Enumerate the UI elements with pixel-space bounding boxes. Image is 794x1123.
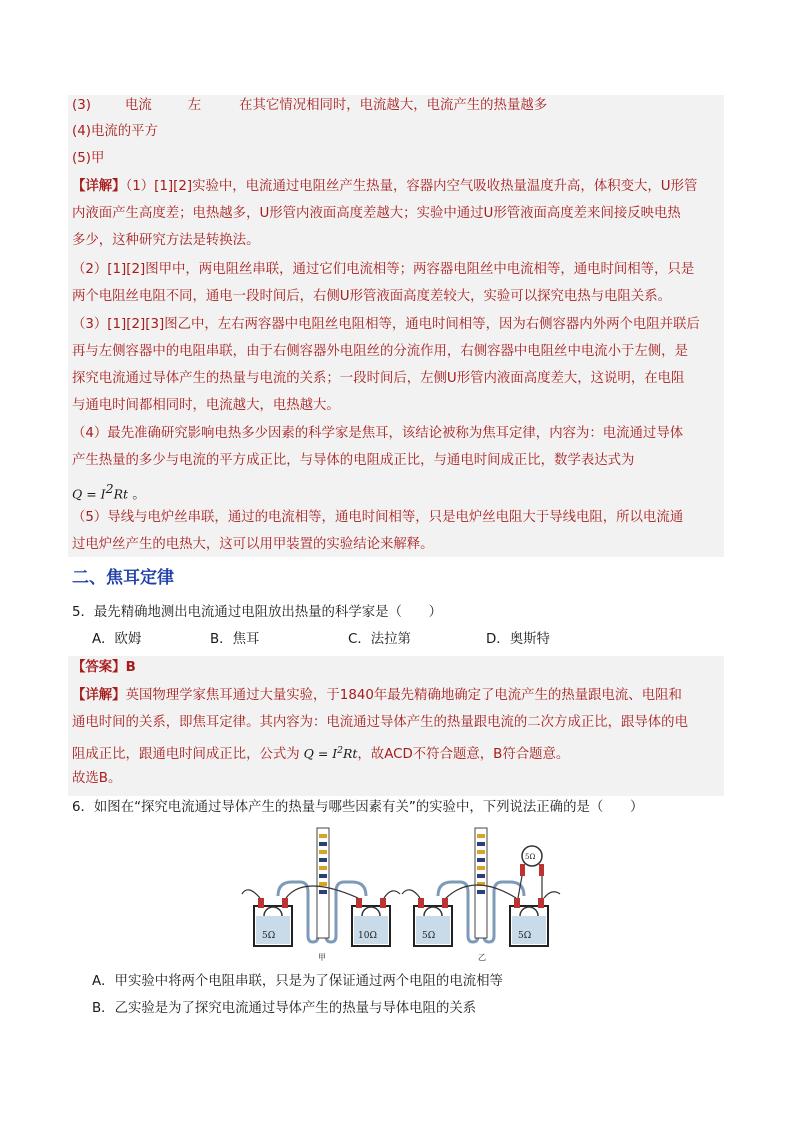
q5-detail-line: 通电时间的关系，即焦耳定律。其内容为：电流通过导体产生的热量跟电流的二次方成正比，跟导体的电 (72, 715, 688, 730)
explanation-line: 再与左侧容器中的电阻串联，由于右侧容器外电阻丝的分流作用，右侧容器中电阻丝中电流小于左侧，是 (72, 344, 688, 359)
left-r2-label: 10Ω (358, 931, 377, 941)
q5-stem: 5．最先精确地测出电流通过电阻放出热量的科学家是（ ） (72, 605, 443, 620)
explanation-line: 【详解】（1）[1][2]实验中，电流通过电阻丝产生热量，容器内空气吸收热量温度升高，体积变大，U形管 (72, 179, 698, 194)
answer-line-3: (3) 电流 左 在其它情况相同时，电流越大，电流产生的热量越多 (72, 98, 548, 113)
q5-option-b: B．焦耳 (210, 632, 260, 647)
explanation-line: 探究电流通过导体产生的热量与电流的关系；一段时间后，左侧U形管内液面高度差大，这说明，在电阻 (72, 371, 685, 386)
q5-detail-line: 【详解】英国物理学家焦耳通过大量实验，于1840年最先精确地确定了电流产生的热量跟电流、电阻和 (72, 688, 682, 703)
q5-conclusion: 故选B。 (72, 771, 122, 786)
explanation-line: （5）导线与电炉丝串联，通过的电流相等，通电时间相等，只是电炉丝电阻大于导线电阻，所以电流通 (72, 510, 684, 525)
q5-answer: 【答案】B (72, 660, 136, 675)
explanation-line: 与通电时间都相同时，电流越大，电热越大。 (72, 398, 340, 413)
right-r2-label: 5Ω (518, 931, 532, 941)
explanation-line: 内液面产生高度差；电热越多，U形管内液面高度差越大；实验中通过U形管液面高度差来间接反映电热 (72, 206, 681, 221)
scale-bar-a (317, 828, 329, 938)
explanation-line: （2）[1][2]图甲中，两电阻丝串联，通过它们电流相等；两容器电阻丝中电流相等，通电时间相等，只是 (72, 262, 695, 277)
q5-option-a: A．欧姆 (92, 632, 142, 647)
answer-line-4: (4)电流的平方 (72, 124, 158, 139)
detail-tag: 【详解】 (72, 179, 126, 194)
figure-label-yi: 乙 (478, 953, 486, 962)
explanation-line: （4）最先准确研究影响电热多少因素的科学家是焦耳，该结论被称为焦耳定律，内容为：电流通过导体 (72, 426, 684, 441)
figure-label-jia: 甲 (318, 953, 326, 962)
explanation-line: 多少，这种研究方法是转换法。 (72, 233, 260, 248)
formula-line: $Q = I^2Rt$ 。 (72, 481, 146, 503)
right-r1-label: 5Ω (422, 931, 436, 941)
q6-option-b: B．乙实验是为了探究电流通过导体产生的热量与导体电阻的关系 (92, 1001, 477, 1016)
q5-option-d: D．奥斯特 (486, 632, 550, 647)
experiment-figure (234, 824, 564, 964)
q5-option-c: C．法拉第 (348, 632, 411, 647)
explanation-line: 产生热量的多少与电流的平方成正比，与导体的电阻成正比，与通电时间成正比，数学表达式为 (72, 453, 635, 468)
scale-bar-b (475, 828, 487, 938)
q6-stem: 6．如图在“探究电流通过导体产生的热量与哪些因素有关”的实验中，下列说法正确的是（ ） (72, 800, 644, 815)
external-resistor (520, 846, 544, 876)
right-ext-label: 5Ω (525, 853, 536, 861)
left-r1-label: 5Ω (262, 931, 276, 941)
explanation-line: （3）[1][2][3]图乙中，左右两容器中电阻丝电阻相等，通电时间相等，因为右侧容器内外两个电阻并联后 (72, 317, 700, 332)
q6-option-a: A．甲实验中将两个电阻串联，只是为了保证通过两个电阻的电流相等 (92, 974, 503, 989)
explanation-line: 两个电阻丝电阻不同，通电一段时间后，右侧U形管液面高度差较大，实验可以探究电热与电阻关系。 (72, 289, 671, 304)
q5-detail-line: 阻成正比，跟通电时间成正比，公式为 $Q = I^2Rt$，故ACD不符合题意，B符合题意。 (72, 746, 570, 763)
answer-line-5: (5)甲 (72, 151, 105, 166)
section-title: 二、焦耳定律 (72, 568, 174, 588)
explanation-line: 过电炉丝产生的电热大，这可以用甲装置的实验结论来解释。 (72, 537, 434, 552)
